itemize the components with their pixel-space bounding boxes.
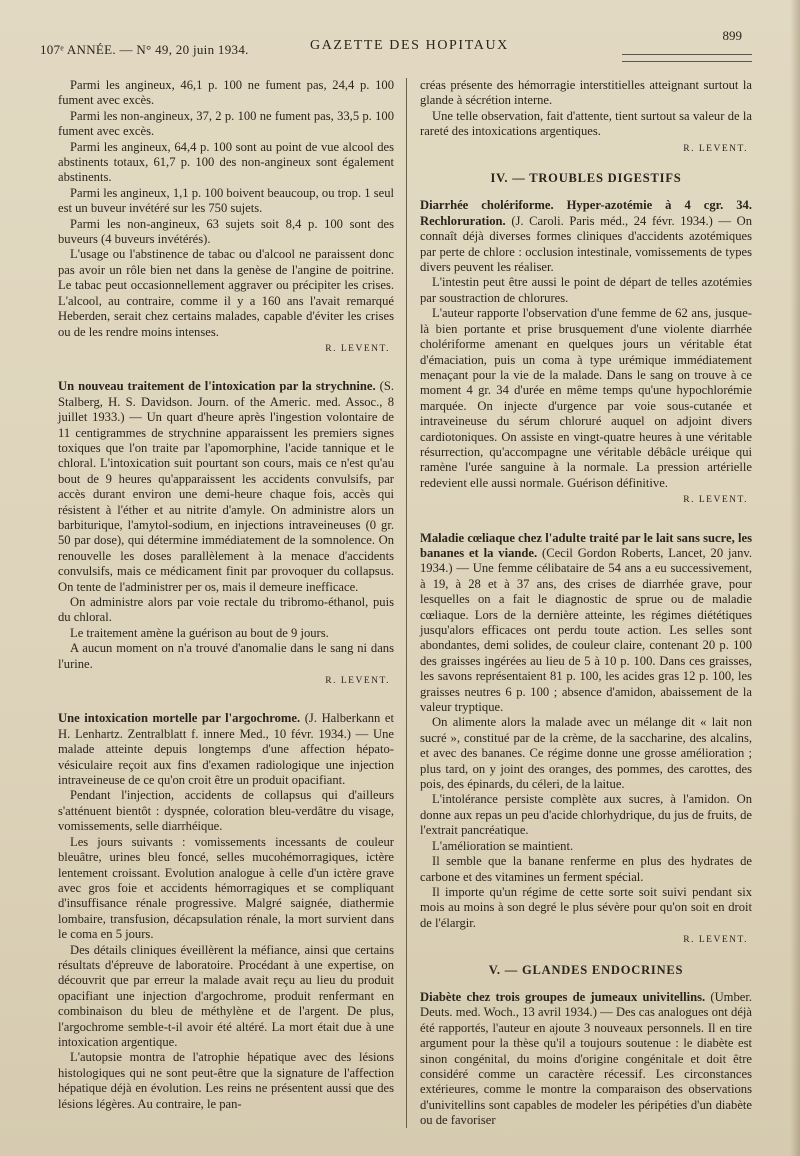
article-body: (S. Stalberg, H. S. Davidson. Journ. of the Americ. med. Assoc., 8 juillet 1933.) — Un quart d'heure après l'ingestion volontaire de 11 centigrammes de strychnine apparaissent les premiers signes toxiques que l'on traite par l'apomorphine, l'acide tannique et le chloral. L'intoxication suit pourtant son cours, mais ce n'est qu'au bout de 9 heures qu'apparaissent les accidents convulsifs, par accès durant environ une demi-heure chaque fois, accès qui résistent à l'éther et au nitrite d'amyle. On administre alors un barbiturique, l'amytol-sodium, en injections intraveineuses (0 gr. 50 par dose), qui détermine immédiatement de la somnolence. On renouvelle les doses parallèlement à la menace d'accidents convulsifs, mais ce médicament finit par provoquer du collapsus. On tente de l'administrer per os, mais il demeure inefficace. [58,379,394,594]
paragraph: L'autopsie montra de l'atrophie hépatique avec des lésions histologiques qui ne sont peut-être que la signature de l'affection hépatique déjà en évolution. Les reins ne présentent aussi que des lésions légères. Au contraire, le pan- [58,1050,394,1111]
article-title: Diabète chez trois groupes de jumeaux univitellins. [420,989,706,1004]
section-heading: IV. — TROUBLES DIGESTIFS [490,171,682,186]
article-argochrome [58,711,394,788]
left-column [58,78,394,1112]
paragraph: Parmi les non-angineux, 37, 2 p. 100 ne fument pas, 33,5 p. 100 fument avec excès. [58,108,394,139]
paragraph: Parmi les angineux, 46,1 p. 100 ne fument pas, 24,4 p. 100 fument avec excès. [58,78,394,108]
right-column [420,78,752,1129]
paragraph: Parmi les non-angineux, 63 sujets soit 8,4 p. 100 sont des buveurs (4 buveurs invétérés). [58,216,394,247]
paragraph: L'auteur rapporte l'observation d'une femme de 62 ans, jusque-là bien portante et prise brusquement d'une violente diarrhée cholériforme amenant en quelques jours un véritable état d'émaciation, puis un coma à type urémique immédiatement menaçant pour la vie de la malade. Dans le sang on trouve à ce moment 4 gr. 34 d'urée en même temps qu'une hypochlorémie marquée. On injecte d'urgence par voie sous-cutanée et intraveineuse du sérum chloruré auquel on adjoint divers cardiotoniques. On assiste en vingt-quatre heures à une véritable résurrection, qu'accompagne une véritable débâcle uréique qui ramène l'urée sanguine à la normale. La pression artérielle redevient elle aussi normale. Guérison définitive. [420,306,752,490]
author-signature: R. LEVENT. [683,935,748,946]
article-title: Un nouveau traitement de l'intoxication par la strychnine. [58,379,376,394]
page-header [40,28,752,66]
article-strychnine [58,379,394,595]
column-divider [406,78,407,1128]
article-title: Maladie cœliaque chez l'adulte traité par le lait sans sucre, les bananes et la viande. [420,530,752,560]
author-signature: R. LEVENT. [325,676,390,687]
article-title: Une intoxication mortelle par l'argochrome. [58,711,301,726]
paragraph: Pendant l'injection, accidents de collapsus qui d'ailleurs s'atténuent bientôt : dyspnée, coloration bleu-verdâtre du visage, vomissements, selle diarrhéique. [58,788,394,834]
page-edge-shadow [790,0,800,1156]
article-diabete [420,990,752,1129]
author-signature: R. LEVENT. [325,343,390,354]
paragraph: Une telle observation, fait d'attente, tient surtout sa valeur de la rareté des intoxications argentiques. [420,108,752,139]
author-signature: R. LEVENT. [683,495,748,506]
paragraph: L'intestin peut être aussi le point de départ de telles azotémies par soustraction de chlorures. [420,275,752,305]
article-diarrhee [420,198,752,275]
article-title: Diarrhée cholériforme. Hyper-azotémie à 4 cgr. 34. Rechloruration. [420,198,752,228]
paragraph: L'usage ou l'abstinence de tabac ou d'alcool ne paraissent donc pas avoir un rôle bien net dans la genèse de l'angine de poitrine. Le tabac peut occasionnellement aggraver ou précipiter les crises. L'alcool, au contraire, comme il y a 160 ans l'avait remarqué Heberden, serait chez certains malades, capable d'éviter les crises ou de les rendre moins intenses. [58,247,394,339]
article-body: (Umber. Deuts. med. Woch., 13 avril 1934.) — Des cas analogues ont déjà été rapportés, l'auteur en ajoute 3 nouveaux personnels. Il en tire argument pour la thèse qu'il a toujours soutenue : le diabète est sinon congénital, du moins d'origine congénitale et doit être considéré comme un caractère récessif. Les circonstances extérieures, comme le montre la comparaison des observations d'univitellins sont capables de modeler les péripéties d'un diabète ou de favoriser [420,989,752,1128]
article-body: (Cecil Gordon Roberts, Lancet, 20 janv. 1934.) — Une femme célibataire de 54 ans a eu successivement, à 19, à 28 et à 37 ans, des crises de diarrhée grave, pour lesquelles on a fait le diagnostic de sprue ou de maladie cœliaque. Lors de la dernière atteinte, les régimes diététiques jusqu'alors efficaces ont perdu toute action. Les selles sont abondantes, demi solides, de couleur claire, contenant 20 p. 100 des graisses ingérées au lieu de 5 à 10 p. 100. Dans ces graisses, les savons représentaient 81 p. 100, les acides gras 12 p. 100, les graisses neutres 6 p. 100 ; absence d'amidon, abaissement de la valeur tryptique. [420,545,753,715]
paragraph: Des détails cliniques éveillèrent la méfiance, ainsi que certains résultats d'épreuve de laboratoire. Procédant à une expertise, on découvrit que par erreur la malade avait reçu au lieu du produit opacifiant une injection d'argochrome, produit renfermant en combinaison du bleu de méthylène et de l'argent. De plus, l'argochrome semble-t-il avoir été altéré. La mort était due à une intoxication argentique. [58,942,394,1049]
paragraph: Parmi les angineux, 1,1 p. 100 boivent beaucoup, ou trop. 1 seul est un buveur invétéré sur les 750 sujets. [58,185,394,216]
paragraph: Il importe qu'un régime de cette sorte soit suivi pendant six mois au moins à son degré le plus sévère pour qu'on soit en droit de l'élargir. [420,884,752,930]
paragraph: On administre alors par voie rectale du tribromo-éthanol, puis du chloral. [58,595,394,625]
author-signature: R. LEVENT. [683,143,748,154]
paragraph: L'amélioration se maintient. [432,838,574,853]
paragraph: L'intolérance persiste complète aux sucres, à l'amidon. On donne aux repas un peu d'acide chlorhydrique, du jus de fruits, de l'extrait pancréatique. [420,792,752,838]
article-body: (J. Halberkann et H. Lenhartz. Zentralblatt f. innere Med., 10 févr. 1934.) — Une malade atteinte depuis longtemps d'une affection hépato-vésiculaire reçoit aux fins d'examen radiologique une injection intraveineuse de ce qu'on croit être un produit opacifiant. [58,711,395,788]
issue-line: 107ᵉ ANNÉE. — N° 49, 20 juin 1934. [40,42,249,57]
page-number: 899 [722,28,742,43]
paragraph: créas présente des hémorragie interstitielles atteignant surtout la glande à sécrétion interne. [420,78,752,108]
paragraph: Les jours suivants : vomissements incessants de couleur bleuâtre, urines bleu foncé, selles mucohémorragiques, ictère lentement croissant. Evolution analogue à celle d'un ictère grave avec gros foie et accidents hémorragiques et se compliquant d'insuffisance rénale progressive. Malgré saignée, diathermie lombaire, transfusion, décapsulation rénale, la mort survient dans le coma en 5 jours. [58,834,394,942]
paragraph: A aucun moment on n'a trouvé d'anomalie dans le sang ni dans l'urine. [58,641,394,671]
paragraph: On alimente alors la malade avec un mélange dit « lait non sucré », constitué par de la crème, de la saccharine, des alcalins, et avec des bananes. Ce régime donne une grosse amélioration ; plus tard, on y joint des oranges, des pommes, des carottes, des pois, des épinards, du céleri, de la laitue. [420,715,752,792]
article-body: (J. Caroli. Paris méd., 24 févr. 1934.) — On connaît déjà diverses formes cliniques d'accidents azotémiques par perte de chlore : occlusion intestinale, vomissements de types divers peuvent les réaliser. [420,213,752,275]
paragraph: Le traitement amène la guérison au bout de 9 jours. [70,625,329,640]
paragraph: Il semble que la banane renferme en plus des hydrates de carbone et des vitamines un ferment spécial. [420,854,752,884]
article-coeliaque [420,531,752,716]
journal-title: GAZETTE DES HOPITAUX [310,38,509,53]
header-rule [622,54,752,62]
paragraph: Parmi les angineux, 64,4 p. 100 sont au point de vue alcool des abstinents totaux, 61,7 p. 100 des non-angineux sont également abstinents. [58,139,394,185]
section-heading: V. — GLANDES ENDOCRINES [488,962,684,977]
